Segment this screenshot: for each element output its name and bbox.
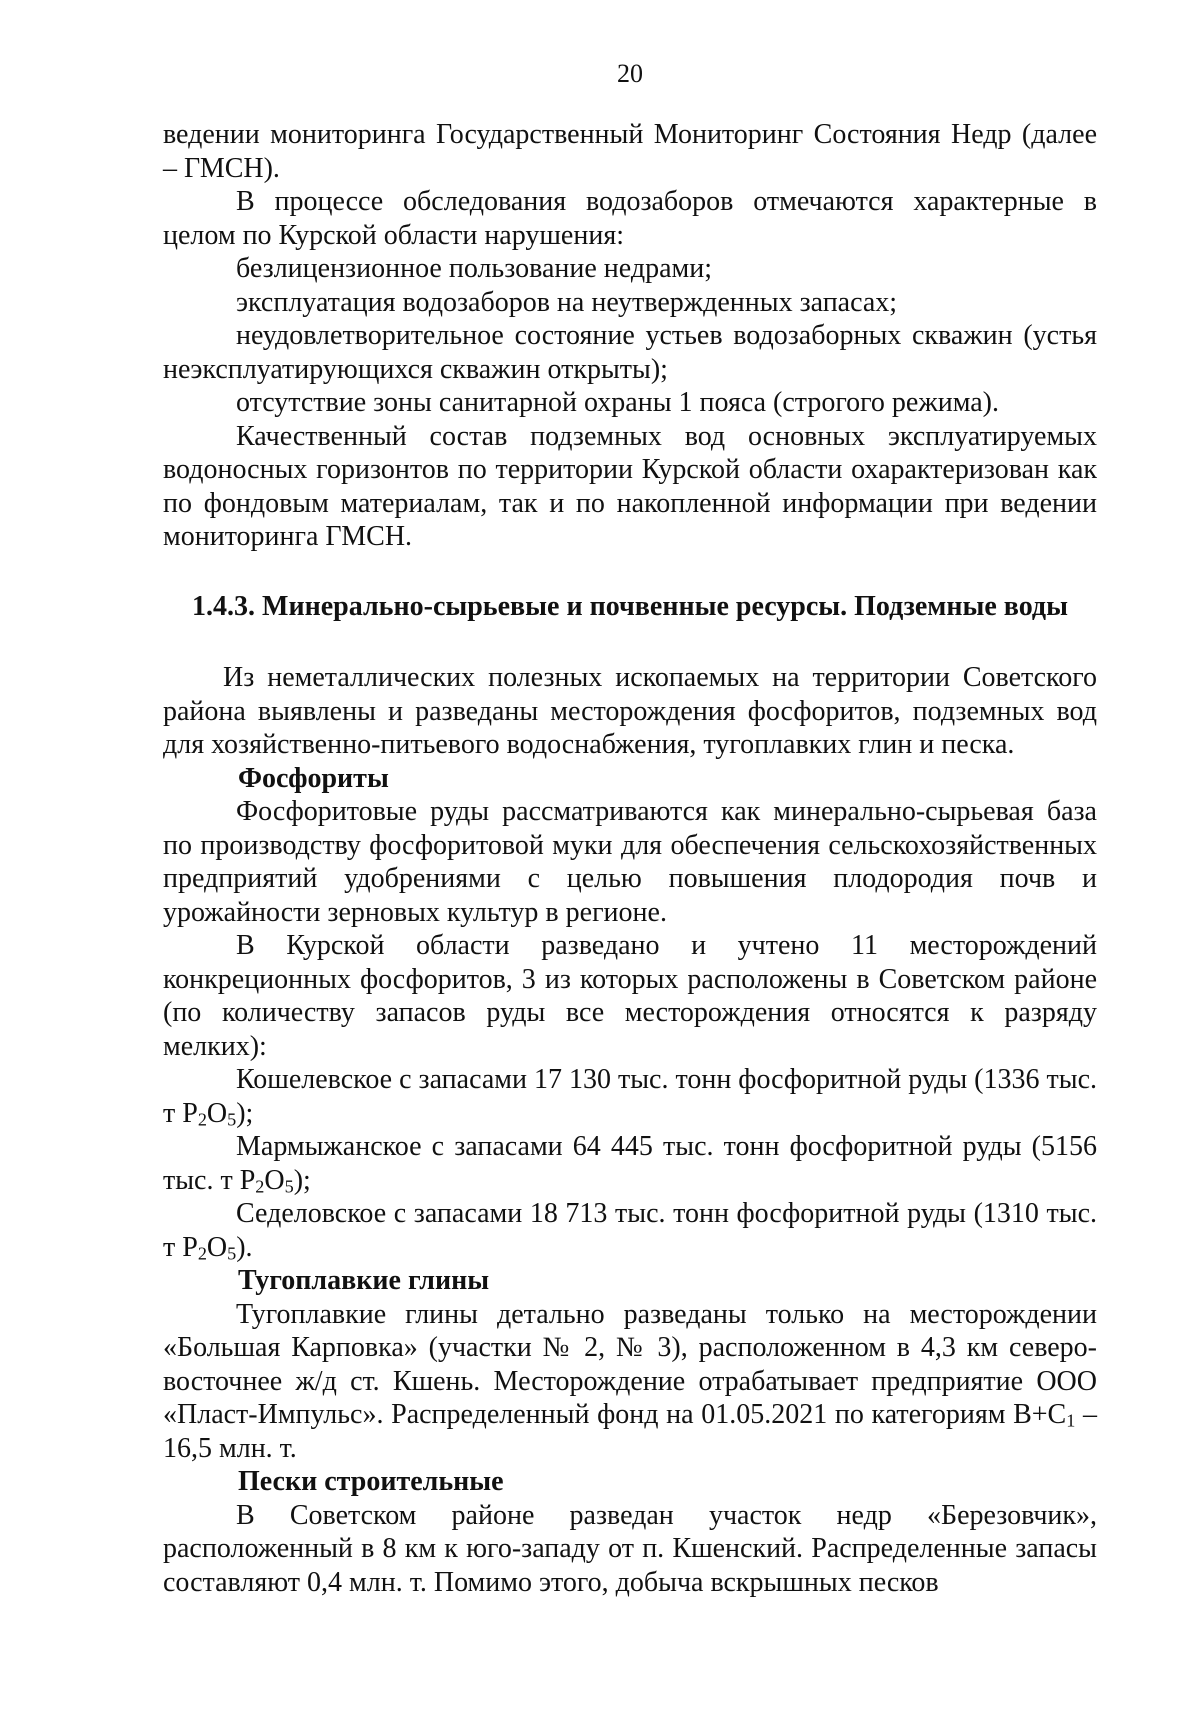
subheading-phosphorites: Фосфориты [238, 762, 389, 794]
paragraph-violations-intro: В процессе обследования водозаборов отмечаются характерные в целом по Курской области нарушения: [163, 186, 1097, 251]
paragraph-phosphorites-base: Фосфоритовые руды рассматриваются как минерально-сырьевая база по производству фосфоритовой муки для обеспечения сельскохозяйственных предприятий удобрениями с целью повышения плодородия почв и урожайности зерновых культур в регионе. [163, 796, 1097, 928]
deposit-item: Мармыжанское с запасами 64 445 тыс. тонн фосфоритной руды (5156 тыс. т $P_2O_5$); [163, 1131, 1097, 1196]
list-item: безлицензионное пользование недрами; [236, 253, 712, 284]
subheading-clays: Тугоплавкие глины [238, 1265, 490, 1296]
list-item: эксплуатация водозаборов на неутвержденных запасах; [236, 286, 898, 318]
page-number: 20 [617, 59, 643, 88]
subheading-sands: Пески строительные [238, 1466, 504, 1497]
paragraph-water-quality: Качественный состав подземных вод основных эксплуатируемых водоносных горизонтов по территории Курской области охарактеризован как по фондовым материалам, так и по накопленной информации при ведении мониторинга ГМСН. [163, 420, 1097, 552]
deposit-item: Кошелевское с запасами 17 130 тыс. тонн фосфоритной руды (1336 тыс. т $P_2O_5$); [163, 1064, 1097, 1129]
paragraph-continuation: ведении мониторинга Государственный Мониторинг Состояния Недр (далее – ГМСН). [163, 119, 1097, 184]
paragraph-clays: Тугоплавкие глины детально разведаны только на месторождении «Большая Карповка» (участки № 2, № 3), расположенном в 4,3 км северо-восточнее ж/д ст. Кшень. Месторождение отрабатывает предприятие ООО «Пласт-Импульс». Распределенный фонд на 01.05.2021 по категориям $B+C_1 - 16,5$ млн. т. [163, 1298, 1097, 1464]
list-item: отсутствие зоны санитарной охраны 1 пояса (строгого режима). [236, 387, 999, 418]
page-content [163, 118, 1097, 1599]
paragraph-intro: Из неметаллических полезных ископаемых на территории Советского района выявлены и разведаны месторождения фосфоритов, подземных вод для хозяйственно-питьевого водоснабжения, тугоплавких глин и песка. [163, 662, 1097, 760]
section-heading: 1.4.3. Минерально-сырьевые и почвенные ресурсы. Подземные воды [192, 590, 1068, 622]
paragraph-sands: В Советском районе разведан участок недр «Березовчик», расположенный в 8 км к юго-западу от п. Кшенский. Распределенные запасы составляют 0,4 млн. т. Помимо этого, добыча вскрышных песков [163, 1499, 1097, 1598]
paragraph-phosphorites-deposits: В Курской области разведано и учтено 11 месторождений конкреционных фосфоритов, 3 из которых расположены в Советском районе (по количеству запасов руды все месторождения относятся к разряду мелких): [163, 930, 1097, 1062]
list-item: неудовлетворительное состояние устьев водозаборных скважин (устья неэксплуатирующихся скважин открыты); [163, 320, 1097, 385]
deposit-item: Седеловское с запасами 18 713 тыс. тонн фосфоритной руды (1310 тыс. т $P_2O_5$). [163, 1198, 1097, 1263]
